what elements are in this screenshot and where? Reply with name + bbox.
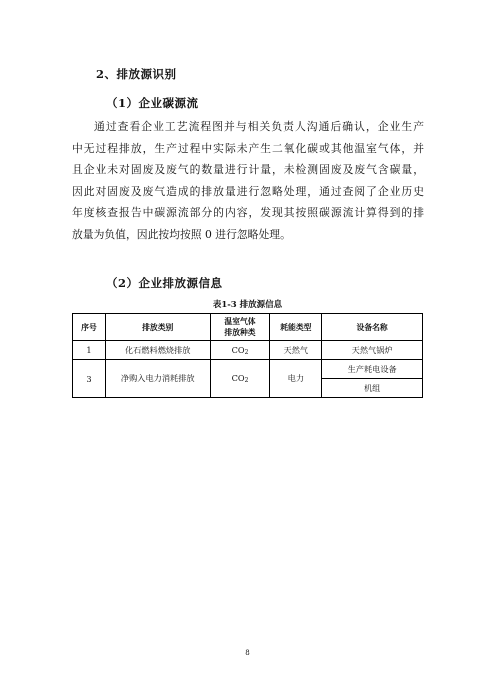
cell-equipment: 机组 bbox=[322, 379, 423, 398]
cell-category: 化石燃料燃烧排放 bbox=[105, 341, 210, 360]
table-caption: 表1-3 排放源信息 bbox=[212, 300, 283, 310]
header-gas-line1: 温室气体 bbox=[224, 317, 256, 326]
gas-formula: CO bbox=[231, 344, 245, 355]
table-row bbox=[73, 341, 423, 360]
table-row bbox=[73, 360, 423, 379]
header-energy: 耗能类型 bbox=[270, 314, 322, 341]
header-equipment: 设备名称 bbox=[322, 314, 423, 341]
section-heading: 2、排放源识别 bbox=[96, 67, 177, 81]
cell-gas bbox=[210, 341, 270, 360]
paragraph-line: 放量为负值，因此按均按照 0 进行忽略处理。 bbox=[72, 227, 291, 241]
cell-equipment: 生产耗电设备 bbox=[322, 360, 423, 379]
cell-no: 3 bbox=[73, 360, 106, 398]
cell-no: 1 bbox=[73, 341, 106, 360]
cell-energy: 电力 bbox=[270, 360, 322, 398]
table-header-row bbox=[73, 314, 423, 341]
cell-energy: 天然气 bbox=[270, 341, 322, 360]
header-gas bbox=[210, 314, 270, 341]
cell-category: 净购入电力消耗排放 bbox=[105, 360, 210, 398]
paragraph-line: 中无过程排放，生产过程中实际未产生二氧化碳或其他温室气体，并 bbox=[72, 141, 424, 155]
subsection-heading-emission-sources: （2）企业排放源信息 bbox=[106, 276, 223, 290]
header-no: 序号 bbox=[73, 314, 106, 341]
gas-formula: CO bbox=[231, 373, 245, 383]
subsection-heading-carbon-flow: （1）企业碳源流 bbox=[106, 96, 199, 110]
paragraph-line: 因此对固废及废气造成的排放量进行忽略处理，通过查阅了企业历史 bbox=[72, 184, 424, 198]
cell-equipment: 天然气锅炉 bbox=[322, 341, 423, 360]
gas-subscript: 2 bbox=[244, 377, 249, 384]
gas-subscript: 2 bbox=[244, 348, 249, 356]
emission-source-table bbox=[72, 313, 423, 398]
paragraph-line: 通过查看企业工艺流程图并与相关负责人沟通后确认，企业生产 bbox=[94, 120, 424, 133]
cell-gas bbox=[210, 360, 270, 398]
page-number: 8 bbox=[245, 649, 250, 657]
paragraph-line: 年度核查报告中碳源流部分的内容，发现其按照碳源流计算得到的排 bbox=[72, 206, 424, 219]
paragraph-line: 且企业未对固废及废气的数量进行计量，未检测固废及废气含碳量， bbox=[72, 163, 424, 176]
header-category: 排放类别 bbox=[105, 314, 210, 341]
body-paragraph bbox=[72, 116, 424, 245]
header-gas-line2: 排放种类 bbox=[224, 328, 256, 337]
